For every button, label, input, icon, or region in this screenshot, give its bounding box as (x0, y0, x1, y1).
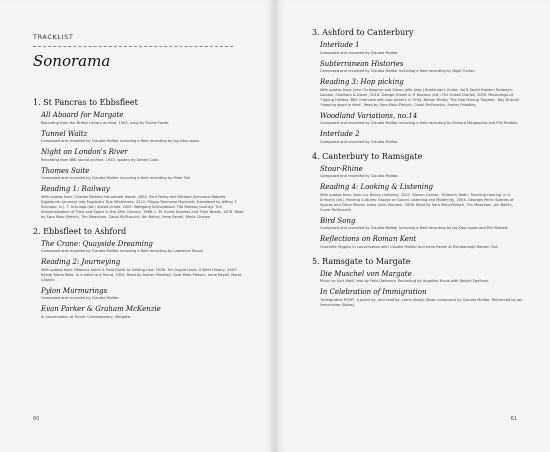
left-tracklist (33, 98, 245, 324)
header-label: TRACKLIST (33, 33, 74, 41)
track-entry (320, 78, 524, 108)
track-title: The Crane: Quayside Dreaming (41, 239, 153, 248)
track-title: Woodland Variations, no.14 (320, 111, 418, 120)
track-title: Reflections on Roman Kent (320, 235, 417, 243)
track-entry (320, 41, 524, 56)
track-title: In Celebration of Immigration (320, 288, 427, 296)
track-entry (41, 111, 245, 126)
track-title: Interlude 1 (320, 41, 360, 49)
track-title: Die Muschel von Margate (320, 269, 412, 278)
track-entry (320, 130, 524, 145)
track-description: Recording from BBC sound archive, 1933, spoken by Gerald Cock. (41, 157, 160, 162)
track-description: Music by Kurt Weill, text by Felix Gasbarra. Recording by Angelina Kraus with Robert Egelhow. (320, 279, 489, 283)
track-entry (320, 270, 524, 285)
page-number-left: 60 (33, 416, 40, 422)
track-title: All Aboard for Margate (41, 111, 124, 119)
track-title: Night on London's River (41, 148, 128, 156)
track-description: Composed and recorded by Claudia Molitor including a field recording by Peter Toll. (41, 176, 191, 180)
track-description: Composed and recorded by Claudia Molitor including a field recording by Nigel Tucker. (320, 69, 476, 73)
track-description: Charlotte Higgins in conversation with Claudia Molitor and Irene Revell at Richborough Roman Fort. (320, 244, 499, 249)
track-description: Composed and recorded by Claudia Molitor including a field recording by Jay-Dea Lopez. (41, 139, 200, 143)
track-title: Reading 2: Journeying (41, 258, 121, 266)
track-title: Tunnel Waltz (41, 129, 88, 138)
track-description: Composed and recorded by Claudia Molitor. (320, 50, 399, 55)
track-entry (320, 112, 524, 127)
track-entry (41, 240, 245, 255)
track-description: With quotes from: Charles Dickens Household Words, 1851. Paul Farley and Michael Symmons Roberts Edgelands: Journeys into England's True Wilderness, 2012. Filippo Tommaso Marinetti, translated by Jeffrey T. Schnapp, in J. T. Schnapp (ed.) Speed Limits, 2009. Wolfgang Schivelbusch The Railway Journey: The Industrialization of Time and Space in the 19th Century, 1986. L. M. Evans Novelas and Their Needs, 1878. Read by Sara Mohr-Pietsch, Tim Meacham, Conal McStravick, Ain Bailey, Irene Revell, Maria Chavez. (41, 194, 244, 219)
track-entry (41, 130, 245, 145)
track-title: Reading 1: Railway (41, 185, 110, 193)
page-title: Sonorama (33, 52, 111, 70)
page-number-right: 61 (510, 416, 517, 422)
track-title: Thames Suite (41, 166, 90, 175)
track-entry (41, 258, 245, 283)
right-tracklist (312, 28, 524, 312)
section-heading: 3. Ashford to Canterbury (312, 28, 414, 37)
track-title: Stour-Rhine (320, 164, 363, 173)
section-heading: 2. Ebbsfleet to Ashford (33, 226, 127, 236)
right-page (275, 0, 550, 452)
track-title: Reading 4: Looking & Listening (320, 183, 433, 191)
section-heading: 4. Canterbury to Ramsgate (312, 151, 423, 161)
track-description: Composed and recorded by Claudia Molitor including a field recording by Richard Margoschis and Phil Riddett. (320, 121, 519, 125)
track-entry (41, 167, 245, 182)
track-title: Evan Parker & Graham McKenzie (41, 305, 161, 313)
track-description: Composed and recorded by Claudia Molitor. (41, 296, 120, 300)
track-description: Composed and recorded by Claudia Molitor. (320, 174, 399, 178)
track-entry (320, 235, 524, 250)
track-entry (320, 183, 524, 213)
track-description: Composed and recorded by Claudia Molitor. (320, 139, 399, 144)
track-entry (320, 288, 524, 308)
track-description: Recording from the British Library archive, 1905, sung by Florrie Forde. (41, 120, 170, 125)
track-description: 'Immigration RSVP', a poem by, and read by, Lemn Sissay. Music composed by Claudia Molitor. Performed by Jan Hendrickse (flutes). (320, 297, 523, 307)
track-description: With quotes from: Rebecca Solnit A Field Guide to Getting Lost, 2006. Tim Ingold Lines: A Brief History, 2007. Rainer Maria Rilke, in a letter to a friend, 1925. Read by Amber Priestley, Sara Mohr-Pietsch, Irene Revell, Maria Chavez. (41, 267, 242, 282)
track-description: With quotes from: Jean-Luc Nancy Listening, 2007. Steven Connor, 'Edison's Teeth: Touching Hearing' in V. Erlmann (ed.) Hearing Cultures: Essays on Sound, Listening and Modernity, 2004. Georges Perec Species of Spaces and Other Pieces, trans. John Sturrock, 2008. Read by Sara Mohr-Pietsch, Tim Meacham, Ain Bailey, Conal McStravick. (320, 192, 514, 212)
track-entry (41, 148, 245, 163)
track-entry (41, 287, 245, 302)
track-entry (320, 217, 524, 232)
section-heading: 1. St Pancras to Ebbsfleet (33, 98, 138, 107)
track-entry (320, 165, 524, 180)
track-entry (41, 305, 245, 320)
track-entry (320, 60, 524, 75)
track-description: Composed and recorded by Claudia Molitor including a field recording by Lawrence Shove. (41, 249, 204, 253)
track-title: Subterranean Histories (320, 59, 404, 68)
track-title: Reading 3: Hop picking (320, 78, 404, 86)
track-description: With quotes from: John Christopher and Simon Jeffs (eds.) Bradshaw's Guide: Vol 6 South Eastern Railways: London, Chatham & Dover, 2016. George Orwell in P. Davison (ed.) The Orwell Diaries, 2009. Recordings of 'Opping Holiday' BBC interview with hop pickers in 1934, Nelson Ridley 'The Hop Picking Tragedy', Ray Driscoll 'Hopping down in Kent'. Read by Sara Mohr-Pietsch, Conal McStravick, Amber Priestley. (320, 87, 519, 107)
track-title: Pylon Murmurings (41, 286, 108, 295)
track-title: Interlude 2 (320, 130, 360, 138)
header-rule (33, 46, 233, 47)
track-description: In conversation at Turner Contemporary, Margate. (41, 314, 132, 319)
track-title: Bird Song (320, 216, 356, 225)
track-description: Composed and recorded by Claudia Molitor including a field recording by Jay-Dea Lopez and Phil Riddett. (320, 226, 509, 230)
section-heading: 5. Ramsgate to Margate (312, 256, 411, 266)
track-entry (41, 185, 245, 220)
